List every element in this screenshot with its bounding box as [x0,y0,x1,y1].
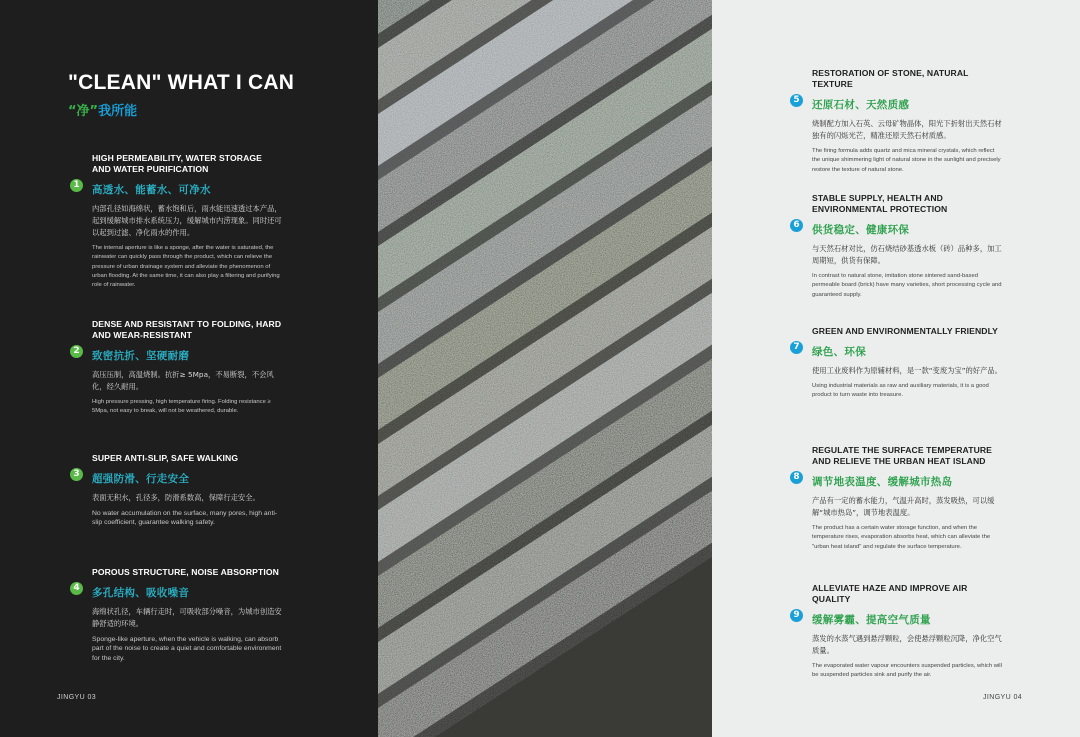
feature-body-en: High pressure pressing, high temperature firing. Folding resistance ≥ 5Mpa, not easy to break, will not be weathered, durable. [92,399,271,415]
feature-9 [793,583,1002,681]
feature-title-en: HIGH PERMEABILITY, WATER STORAGE AND WATER PURIFICATION [92,153,262,174]
feature-title-cn: 超强防滑、行走安全 [92,473,190,485]
stone-slab-photo [378,0,712,737]
number-badge-icon: 9 [790,609,803,622]
feature-8 [793,445,1002,552]
brand-name: JINGYU [57,694,86,701]
number-badge-icon: 8 [790,471,803,484]
feature-title-en: GREEN AND ENVIRONMENTALLY FRIENDLY [812,326,998,336]
page-subtitle [68,100,137,119]
number-badge-icon: 4 [70,582,83,595]
feature-body-cn: 表面无积水，孔径多，防滑系数高，保障行走安全。 [92,493,260,502]
page-number: 04 [1013,694,1023,701]
folio-right [983,694,1022,701]
feature-body-cn: 蒸发的水蒸气遇到悬浮颗粒，会使悬浮颗粒沉降，净化空气质量。 [812,634,1002,655]
feature-title-cn: 供货稳定、健康环保 [812,224,910,236]
feature-body-cn: 使用工业废料作为原辅材料，是一款“变废为宝”的好产品。 [812,366,1002,375]
folio-left [57,694,96,701]
feature-title-en: STABLE SUPPLY, HEALTH AND ENVIRONMENTAL PROTECTION [812,193,948,214]
feature-7 [793,326,1002,401]
feature-title-cn: 调节地表温度、缓解城市热岛 [812,476,953,488]
right-page [712,0,1080,737]
feature-2 [73,319,282,417]
feature-body-cn: 烧制配方加入石英、云母矿物晶体，阳光下折射出天然石材独有的闪烁光芒，精准还原天然石材质感。 [812,119,1002,140]
feature-title-cn: 多孔结构、吸收噪音 [92,587,190,599]
feature-body-cn: 与天然石材对比，仿石烧结砂基透水板（砖）品种多，加工周期短，供货有保障。 [812,244,1002,265]
feature-body-en: The product has a certain water storage function, and when the temperature rises, evaporation absorbs heat, which can alleviate the "urban heat island" and regulate the surface temperature. [812,525,991,550]
brand-name: JINGYU [983,694,1012,701]
feature-6 [793,193,1002,300]
feature-title-en: ALLEVIATE HAZE AND IMPROVE AIR QUALITY [812,583,968,604]
feature-1 [73,153,282,290]
feature-body-cn: 内部孔径如海绵状，蓄水饱和后，雨水能迅速透过本产品，起到缓解城市排水系统压力，缓解城市内涝现象。同时还可以起到过滤、净化雨水的作用。 [92,204,282,237]
page-number: 03 [87,694,97,701]
left-page [0,0,378,737]
feature-4 [73,567,282,663]
feature-body-en: The evaporated water vapour encounters suspended particles, which will be suspended particles sink and purify the air. [812,663,1002,679]
subtitle-quote: “净” [68,104,99,119]
feature-title-en: SUPER ANTI-SLIP, SAFE WALKING [92,453,239,463]
number-badge-icon: 3 [70,468,83,481]
feature-body-en: In contrast to natural stone, imitation stone sintered sand-based permeable board (brick) have many varieties, short processing cycle and guaranteed supply. [812,273,1002,298]
feature-3 [73,453,282,528]
feature-body-en: No water accumulation on the surface, many pores, high anti-slip coefficient, guarantee walking safety. [92,510,278,527]
feature-title-en: REGULATE THE SURFACE TEMPERATURE AND RELIEVE THE URBAN HEAT ISLAND [812,445,993,466]
feature-5 [793,68,1002,175]
number-badge-icon: 1 [70,179,83,192]
feature-body-en: Sponge-like aperture, when the vehicle is walking, can absorb part of the noise to create a quiet and comfortable environment for the city. [92,636,282,662]
number-badge-icon: 2 [70,345,83,358]
feature-title-cn: 缓解雾霾、提高空气质量 [812,614,931,626]
number-badge-icon: 5 [790,94,803,107]
feature-title-cn: 还原石材、天然质感 [812,99,910,111]
feature-title-en: POROUS STRUCTURE, NOISE ABSORPTION [92,567,279,577]
feature-body-en: Using industrial materials as raw and auxiliary materials, it is a good product to turn waste into treasure. [812,383,989,399]
number-badge-icon: 7 [790,341,803,354]
feature-body-cn: 海绵状孔径，车辆行走时，可吸收部分噪音，为城市创造安静舒适的环境。 [92,607,282,628]
feature-title-cn: 致密抗折、坚硬耐磨 [92,350,190,362]
feature-title-en: RESTORATION OF STONE, NATURAL TEXTURE [812,68,969,89]
feature-title-cn: 高透水、能蓄水、可净水 [92,184,211,196]
stone-slab-stack-icon [378,0,712,737]
page-title: "CLEAN" WHAT I CAN [68,71,295,94]
feature-body-en: The firing formula adds quartz and mica mineral crystals, which reflect the unique shimmering light of natural stone in the sunlight and precisely restore the texture of natural stone. [812,148,1001,173]
number-badge-icon: 6 [790,219,803,232]
feature-body-en: The internal aperture is like a sponge, after the water is saturated, the rainwater can quickly pass through the product, which can relieve the pressure of urban drainage system and alleviate the phenomenon of urban flooding. At the same time, it can also play a filtering and purifying role of rainwater. [92,245,280,289]
feature-title-cn: 绿色、环保 [812,346,866,358]
feature-title-en: DENSE AND RESISTANT TO FOLDING, HARD AND WEAR-RESISTANT [92,319,282,340]
feature-body-cn: 产品有一定的蓄水能力，气温升高时，蒸发吸热，可以缓解“城市热岛”，调节地表温度。 [812,496,995,517]
subtitle-rest: 我所能 [98,104,138,119]
feature-body-cn: 高压压制，高温烧制。抗折≥ 5Mpa，不易断裂，不会风化，经久耐用。 [92,370,274,391]
